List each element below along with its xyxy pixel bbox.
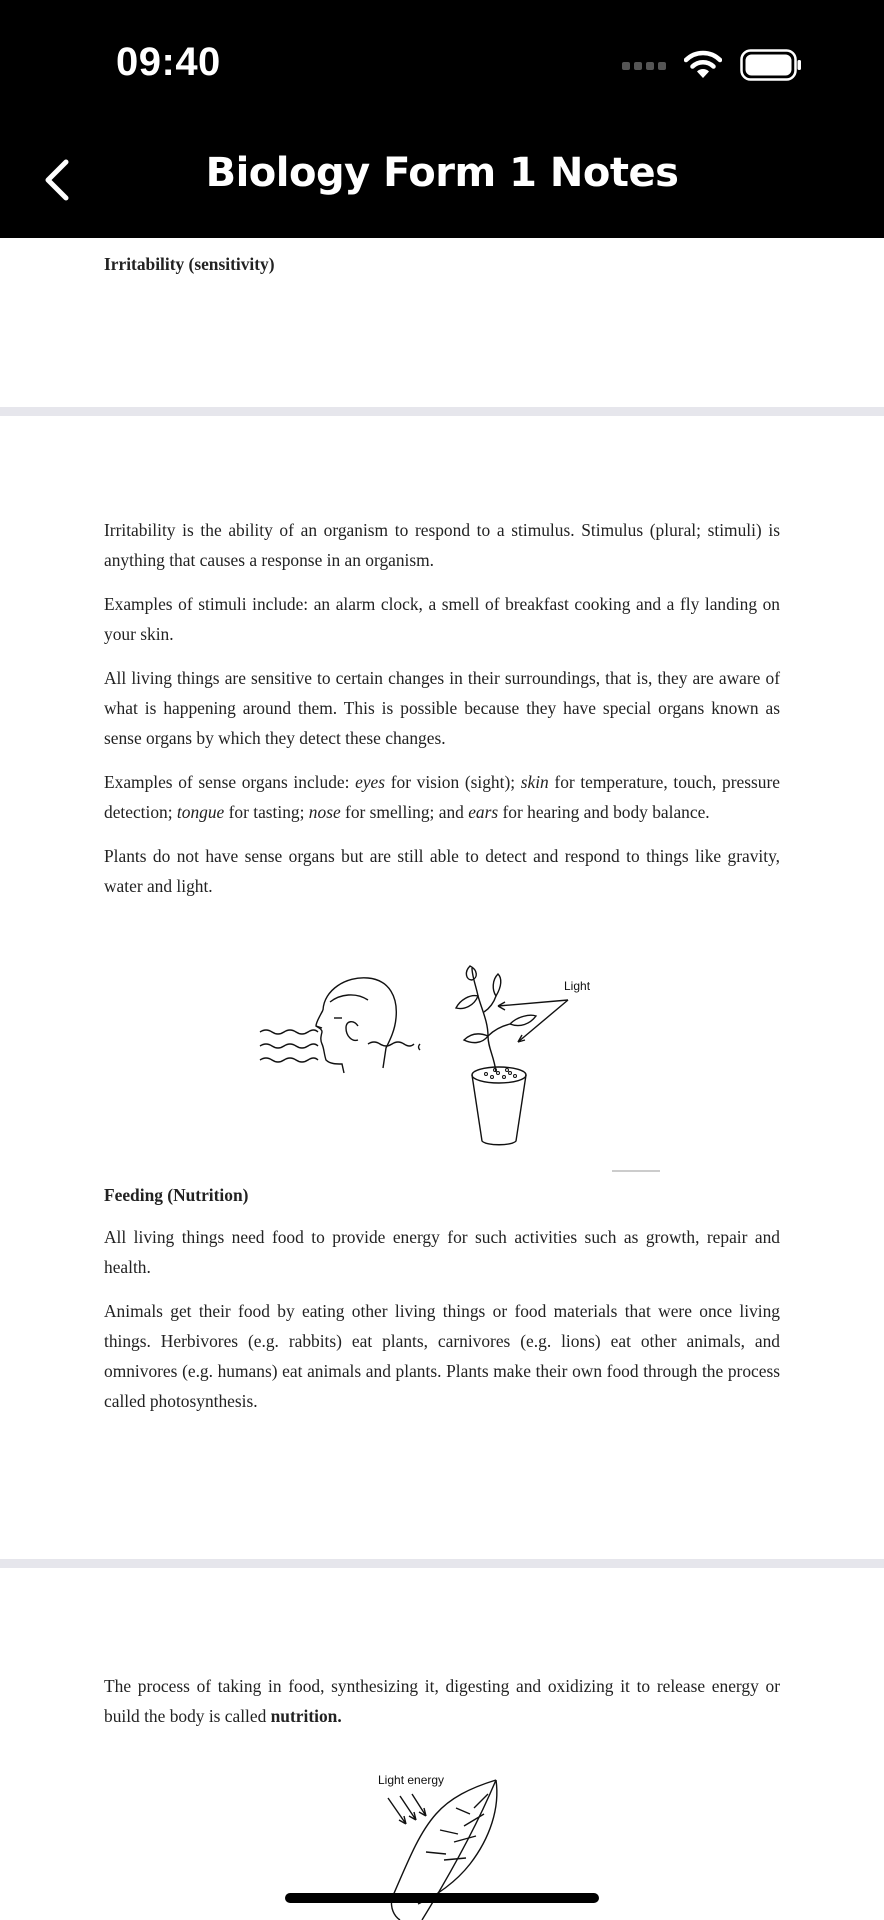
paragraph-plants: Plants do not have sense organs but are still able to detect and respond to things like gravity, water and light. bbox=[104, 846, 780, 896]
paragraph-irritability-definition: Irritability is the ability of an organism to respond to a stimulus. Stimulus (plural; stimuli) is anything that causes a response in an organism. bbox=[104, 520, 780, 570]
page-separator bbox=[0, 1559, 884, 1568]
home-indicator[interactable] bbox=[285, 1893, 599, 1903]
paragraph-sensitivity: All living things are sensitive to certain changes in their surroundings, that is, they are aware of what is happening around them. This is possible because they have special organs known as sense organs by which they detect these changes. bbox=[104, 668, 780, 748]
page-separator bbox=[0, 407, 884, 416]
wifi-icon bbox=[684, 50, 722, 80]
paragraph-stimuli-examples: Examples of stimuli include: an alarm clock, a smell of breakfast cooking and a fly landing on your skin. bbox=[104, 594, 780, 644]
paragraph-nutrition-definition: The process of taking in food, synthesizing it, digesting and oxidizing it to release energy or build the body is called nutrition. bbox=[104, 1676, 780, 1726]
heading-irritability: Irritability (sensitivity) bbox=[104, 254, 275, 274]
nav-bar bbox=[0, 120, 884, 238]
page-title: Biology Form 1 Notes bbox=[205, 150, 679, 196]
status-bar bbox=[0, 0, 884, 120]
figure-label-light-energy: Light energy bbox=[378, 1773, 445, 1787]
paragraph-feeding-animals: Animals get their food by eating other living things or food materials that were once living things. Herbivores (e.g. rabbits) eat plants, carnivores (e.g. lions) eat other animals, and omnivores (e.g. humans) eat animals and plants. Plants make their own food through the process called photosynthesis. bbox=[104, 1301, 780, 1411]
cellular-signal-icon bbox=[622, 59, 666, 71]
document-page-1 bbox=[0, 238, 884, 408]
status-time: 09:40 bbox=[116, 40, 221, 84]
document-page-3 bbox=[0, 1568, 884, 1920]
document-page-2 bbox=[0, 416, 884, 1560]
battery-icon bbox=[740, 49, 802, 81]
heading-feeding: Feeding (Nutrition) bbox=[104, 1185, 249, 1205]
status-icons bbox=[622, 48, 802, 82]
figure-sensitivity-illustration bbox=[250, 956, 670, 1178]
figure-label-light: Light bbox=[564, 979, 591, 993]
paragraph-sense-organs: Examples of sense organs include: eyes for vision (sight); skin for temperature, touch, pressure detection; tongue for tasting; nose for smelling; and ears for hearing and body balance. bbox=[104, 772, 780, 822]
paragraph-feeding-energy: All living things need food to provide energy for such activities such as growth, repair and health. bbox=[104, 1227, 780, 1277]
